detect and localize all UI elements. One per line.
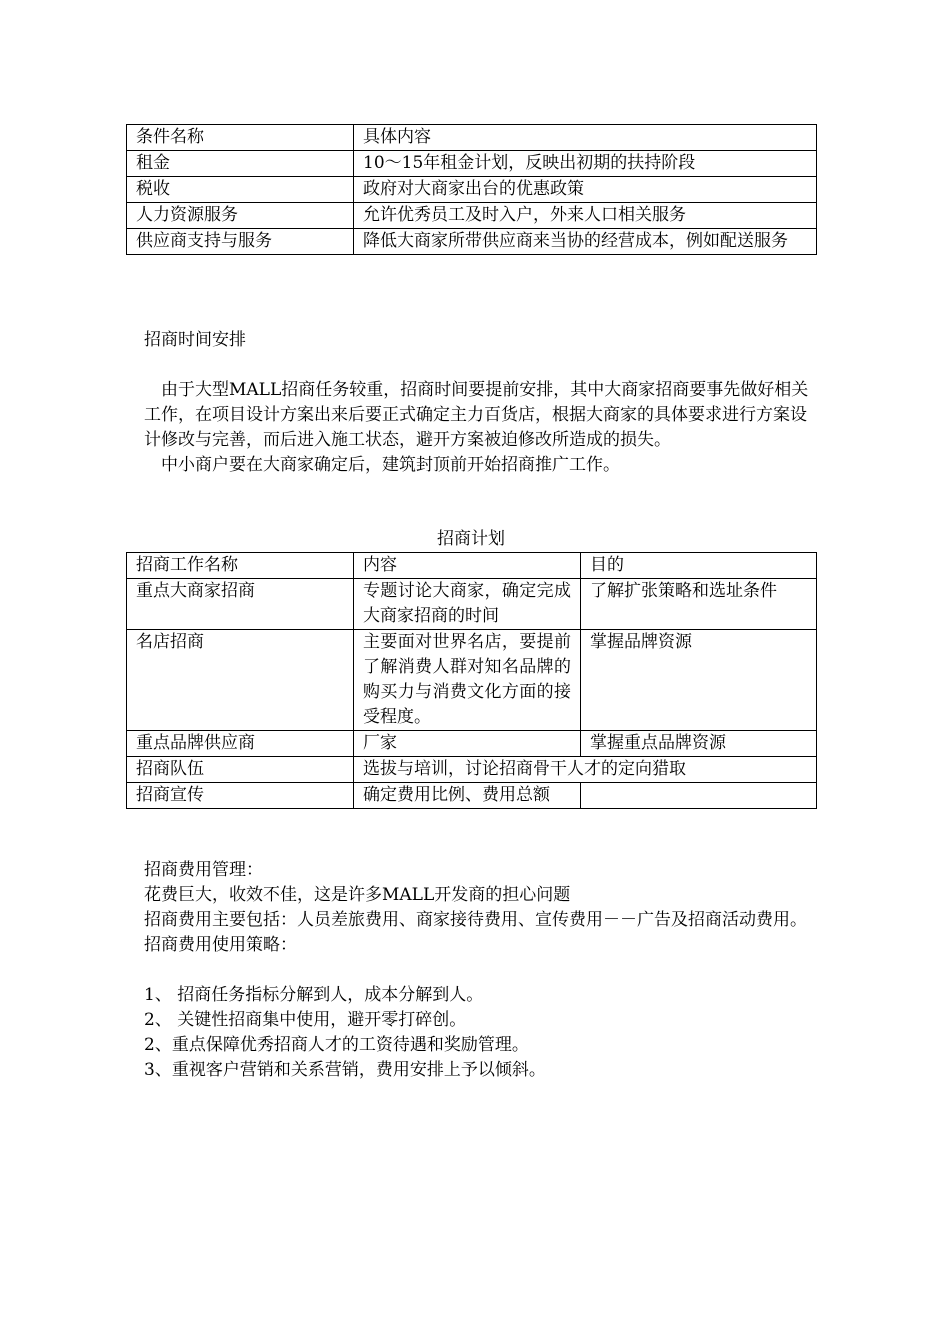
table-row	[127, 731, 817, 757]
table-header-cell: 目的	[581, 553, 817, 579]
costs-line: 招商费用主要包括：人员差旅费用、商家接待费用、宣传费用－－广告及招商活动费用。	[144, 910, 807, 930]
schedule-section	[144, 378, 812, 478]
table-cell: 主要面对世界名店，要提前了解消费人群对知名品牌的购买力与消费文化方面的接受程度。	[354, 630, 581, 731]
table-cell: 掌握品牌资源	[581, 630, 817, 731]
costs-line: 招商费用使用策略：	[144, 935, 297, 955]
schedule-paragraph: 由于大型MALL招商任务较重，招商时间要提前安排，其中大商家招商要事先做好相关工作，在项目设计方案出来后要正式确定主力百货店，根据大商家的具体要求进行方案设计修改与完善，而后进入施工状态，避开方案被迫修改所造成的损失。	[144, 380, 809, 450]
table-cell: 租金	[127, 151, 354, 177]
table-cell: 10～15年租金计划，反映出初期的扶持阶段	[354, 151, 817, 177]
conditions-table	[126, 124, 817, 255]
costs-heading: 招商费用管理：	[144, 860, 263, 880]
costs-line: 花费巨大，收效不佳，这是许多MALL开发商的担心问题	[144, 885, 571, 905]
schedule-heading: 招商时间安排	[144, 330, 246, 350]
table-row	[127, 151, 817, 177]
costs-section	[144, 858, 812, 1083]
table-row	[127, 757, 817, 783]
table-header-cell: 具体内容	[354, 125, 817, 151]
table-cell: 名店招商	[127, 630, 354, 731]
table-header-cell: 条件名称	[127, 125, 354, 151]
blank-line	[144, 958, 812, 983]
list-item: 3、重视客户营销和关系营销，费用安排上予以倾斜。	[144, 1060, 546, 1080]
table-cell: 政府对大商家出台的优惠政策	[354, 177, 817, 203]
table-cell: 人力资源服务	[127, 203, 354, 229]
table-row	[127, 177, 817, 203]
list-item: 1、 招商任务指标分解到人，成本分解到人。	[144, 985, 484, 1005]
table-cell: 了解扩张策略和选址条件	[581, 579, 817, 630]
list-item: 2、重点保障优秀招商人才的工资待遇和奖励管理。	[144, 1035, 529, 1055]
table-header-cell: 内容	[354, 553, 581, 579]
table-cell: 供应商支持与服务	[127, 229, 354, 255]
plan-table	[126, 552, 817, 809]
table-cell: 专题讨论大商家，确定完成大商家招商的时间	[354, 579, 581, 630]
table-row	[127, 203, 817, 229]
table-header-row	[127, 553, 817, 579]
list-item: 2、 关键性招商集中使用，避开零打碎创。	[144, 1010, 467, 1030]
table-cell: 掌握重点品牌资源	[581, 731, 817, 757]
table-header-cell: 招商工作名称	[127, 553, 354, 579]
table-row	[127, 783, 817, 809]
schedule-paragraph: 中小商户要在大商家确定后，建筑封顶前开始招商推广工作。	[161, 455, 620, 475]
table-cell: 允许优秀员工及时入户，外来人口相关服务	[354, 203, 817, 229]
table-cell: 招商宣传	[127, 783, 354, 809]
table-cell: 税收	[127, 177, 354, 203]
table-cell: 重点大商家招商	[127, 579, 354, 630]
plan-caption: 招商计划	[437, 529, 505, 549]
table-cell: 招商队伍	[127, 757, 354, 783]
table-row	[127, 229, 817, 255]
table-cell: 选拔与培训，讨论招商骨干人才的定向猎取	[354, 757, 817, 783]
table-cell	[581, 783, 817, 809]
table-header-row	[127, 125, 817, 151]
table-cell: 重点品牌供应商	[127, 731, 354, 757]
table-cell: 确定费用比例、费用总额	[354, 783, 581, 809]
table-row	[127, 579, 817, 630]
table-row	[127, 630, 817, 731]
table-cell: 降低大商家所带供应商来当协的经营成本，例如配送服务	[354, 229, 817, 255]
table-cell: 厂家	[354, 731, 581, 757]
